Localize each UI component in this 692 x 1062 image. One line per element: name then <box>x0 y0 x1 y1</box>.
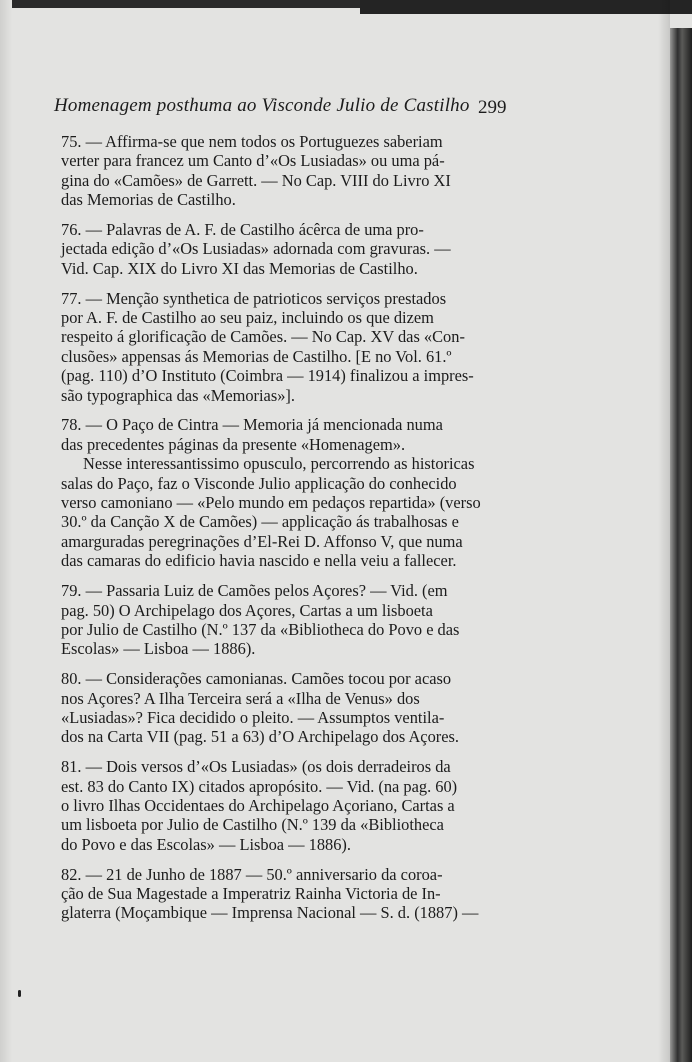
note-line: 30.º da Canção X de Camões) — applicação ás trabalhosas e <box>61 512 459 532</box>
running-header: Homenagem posthuma ao Visconde Julio de Castilho <box>54 95 470 116</box>
book-spine-edge <box>670 28 692 1062</box>
note-line: por Julio de Castilho (N.º 137 da «Bibliotheca do Povo e das <box>61 619 460 639</box>
note-line: 77. — Menção synthetica de patrioticos serviços prestados <box>61 288 447 308</box>
page-number: 299 <box>478 97 507 118</box>
note-line: amarguradas peregrinações d’El-Rei D. Affonso V, que numa <box>61 531 463 551</box>
note-line: salas do Paço, faz o Visconde Julio applicação do conhecido <box>61 473 457 493</box>
note-77 <box>61 289 503 405</box>
note-line: verso camoniano — «Pelo mundo em pedaços repartida» (verso <box>61 493 481 513</box>
note-76 <box>61 220 503 278</box>
note-82 <box>61 865 503 923</box>
note-line: 78. — O Paço de Cintra — Memoria já mencionada numa <box>61 415 443 435</box>
note-line: por A. F. de Castilho ao seu paiz, incluindo os que dizem <box>61 308 434 328</box>
scan-speck <box>18 990 21 997</box>
note-line: «Lusiadas»? Fica decidido o pleito. — Assumptos ventila- <box>61 707 445 727</box>
left-page-shadow <box>0 0 12 1062</box>
note-80 <box>61 669 503 747</box>
note-line: das camaras do edificio havia nascido e nella veiu a fallecer. <box>61 551 457 571</box>
note-81 <box>61 757 503 854</box>
note-line: 81. — Dois versos d’«Os Lusiadas» (os dois derradeiros da <box>61 757 451 777</box>
note-line: verter para francez um Canto d’«Os Lusiadas» ou uma pá- <box>61 151 445 171</box>
note-line: das precedentes páginas da presente «Homenagem». <box>61 434 406 454</box>
top-right-scan-shadow <box>360 0 692 14</box>
note-line: do Povo e das Escolas» — Lisboa — 1886). <box>61 834 351 854</box>
notes-body <box>61 132 503 933</box>
note-line: clusões» appensas ás Memorias de Castilho. [E no Vol. 61.º <box>61 346 452 366</box>
note-line: dos na Carta VII (pag. 51 a 63) d’O Archipelago dos Açores. <box>61 727 459 747</box>
note-line: gina do «Camões» de Garrett. — No Cap. VIII do Livro XI <box>61 170 451 190</box>
note-line: 80. — Considerações camonianas. Camões tocou por acaso <box>61 669 452 689</box>
note-line: ção de Sua Magestade a Imperatriz Rainha Victoria de In- <box>61 883 441 903</box>
note-line: um lisboeta por Julio de Castilho (N.º 139 da «Bibliotheca <box>61 815 444 835</box>
page-curl-shadow <box>658 0 670 1062</box>
note-line: (pag. 110) d’O Instituto (Coimbra — 1914) finalizou a impres- <box>61 366 474 386</box>
note-75 <box>61 132 503 210</box>
note-line: Vid. Cap. XIX do Livro XI das Memorias de Castilho. <box>61 258 418 278</box>
note-79 <box>61 581 503 659</box>
note-78 <box>61 415 503 570</box>
note-line: Nesse interessantissimo opusculo, percorrendo as historicas <box>83 454 475 474</box>
note-line: 79. — Passaria Luiz de Camões pelos Açores? — Vid. (em <box>61 581 448 601</box>
note-line: são typographica das «Memorias»]. <box>61 385 295 405</box>
note-line: 75. — Affirma-se que nem todos os Portuguezes saberiam <box>61 132 443 151</box>
note-line: respeito á glorificação de Camões. — No Cap. XV das «Con- <box>61 327 465 347</box>
note-line: est. 83 do Canto IX) citados apropósito. — Vid. (na pag. 60) <box>61 776 458 796</box>
note-line: pag. 50) O Archipelago dos Açores, Cartas a um lisboeta <box>61 600 433 620</box>
note-line: 82. — 21 de Junho de 1887 — 50.º anniversario da coroa- <box>61 864 443 884</box>
note-line: jectada edição d’«Os Lusiadas» adornada com gravuras. — <box>61 239 451 259</box>
note-line: glaterra (Moçambique — Imprensa Nacional — S. d. (1887) — <box>61 903 479 923</box>
note-line: das Memorias de Castilho. <box>61 190 236 210</box>
note-line: o livro Ilhas Occidentaes do Archipelago Açoriano, Cartas a <box>61 795 455 815</box>
note-line: nos Açores? A Ilha Terceira será a «Ilha de Venus» dos <box>61 688 420 708</box>
note-line: 76. — Palavras de A. F. de Castilho ácêrca de uma pro- <box>61 220 424 240</box>
note-line: Escolas» — Lisboa — 1886). <box>61 639 256 659</box>
